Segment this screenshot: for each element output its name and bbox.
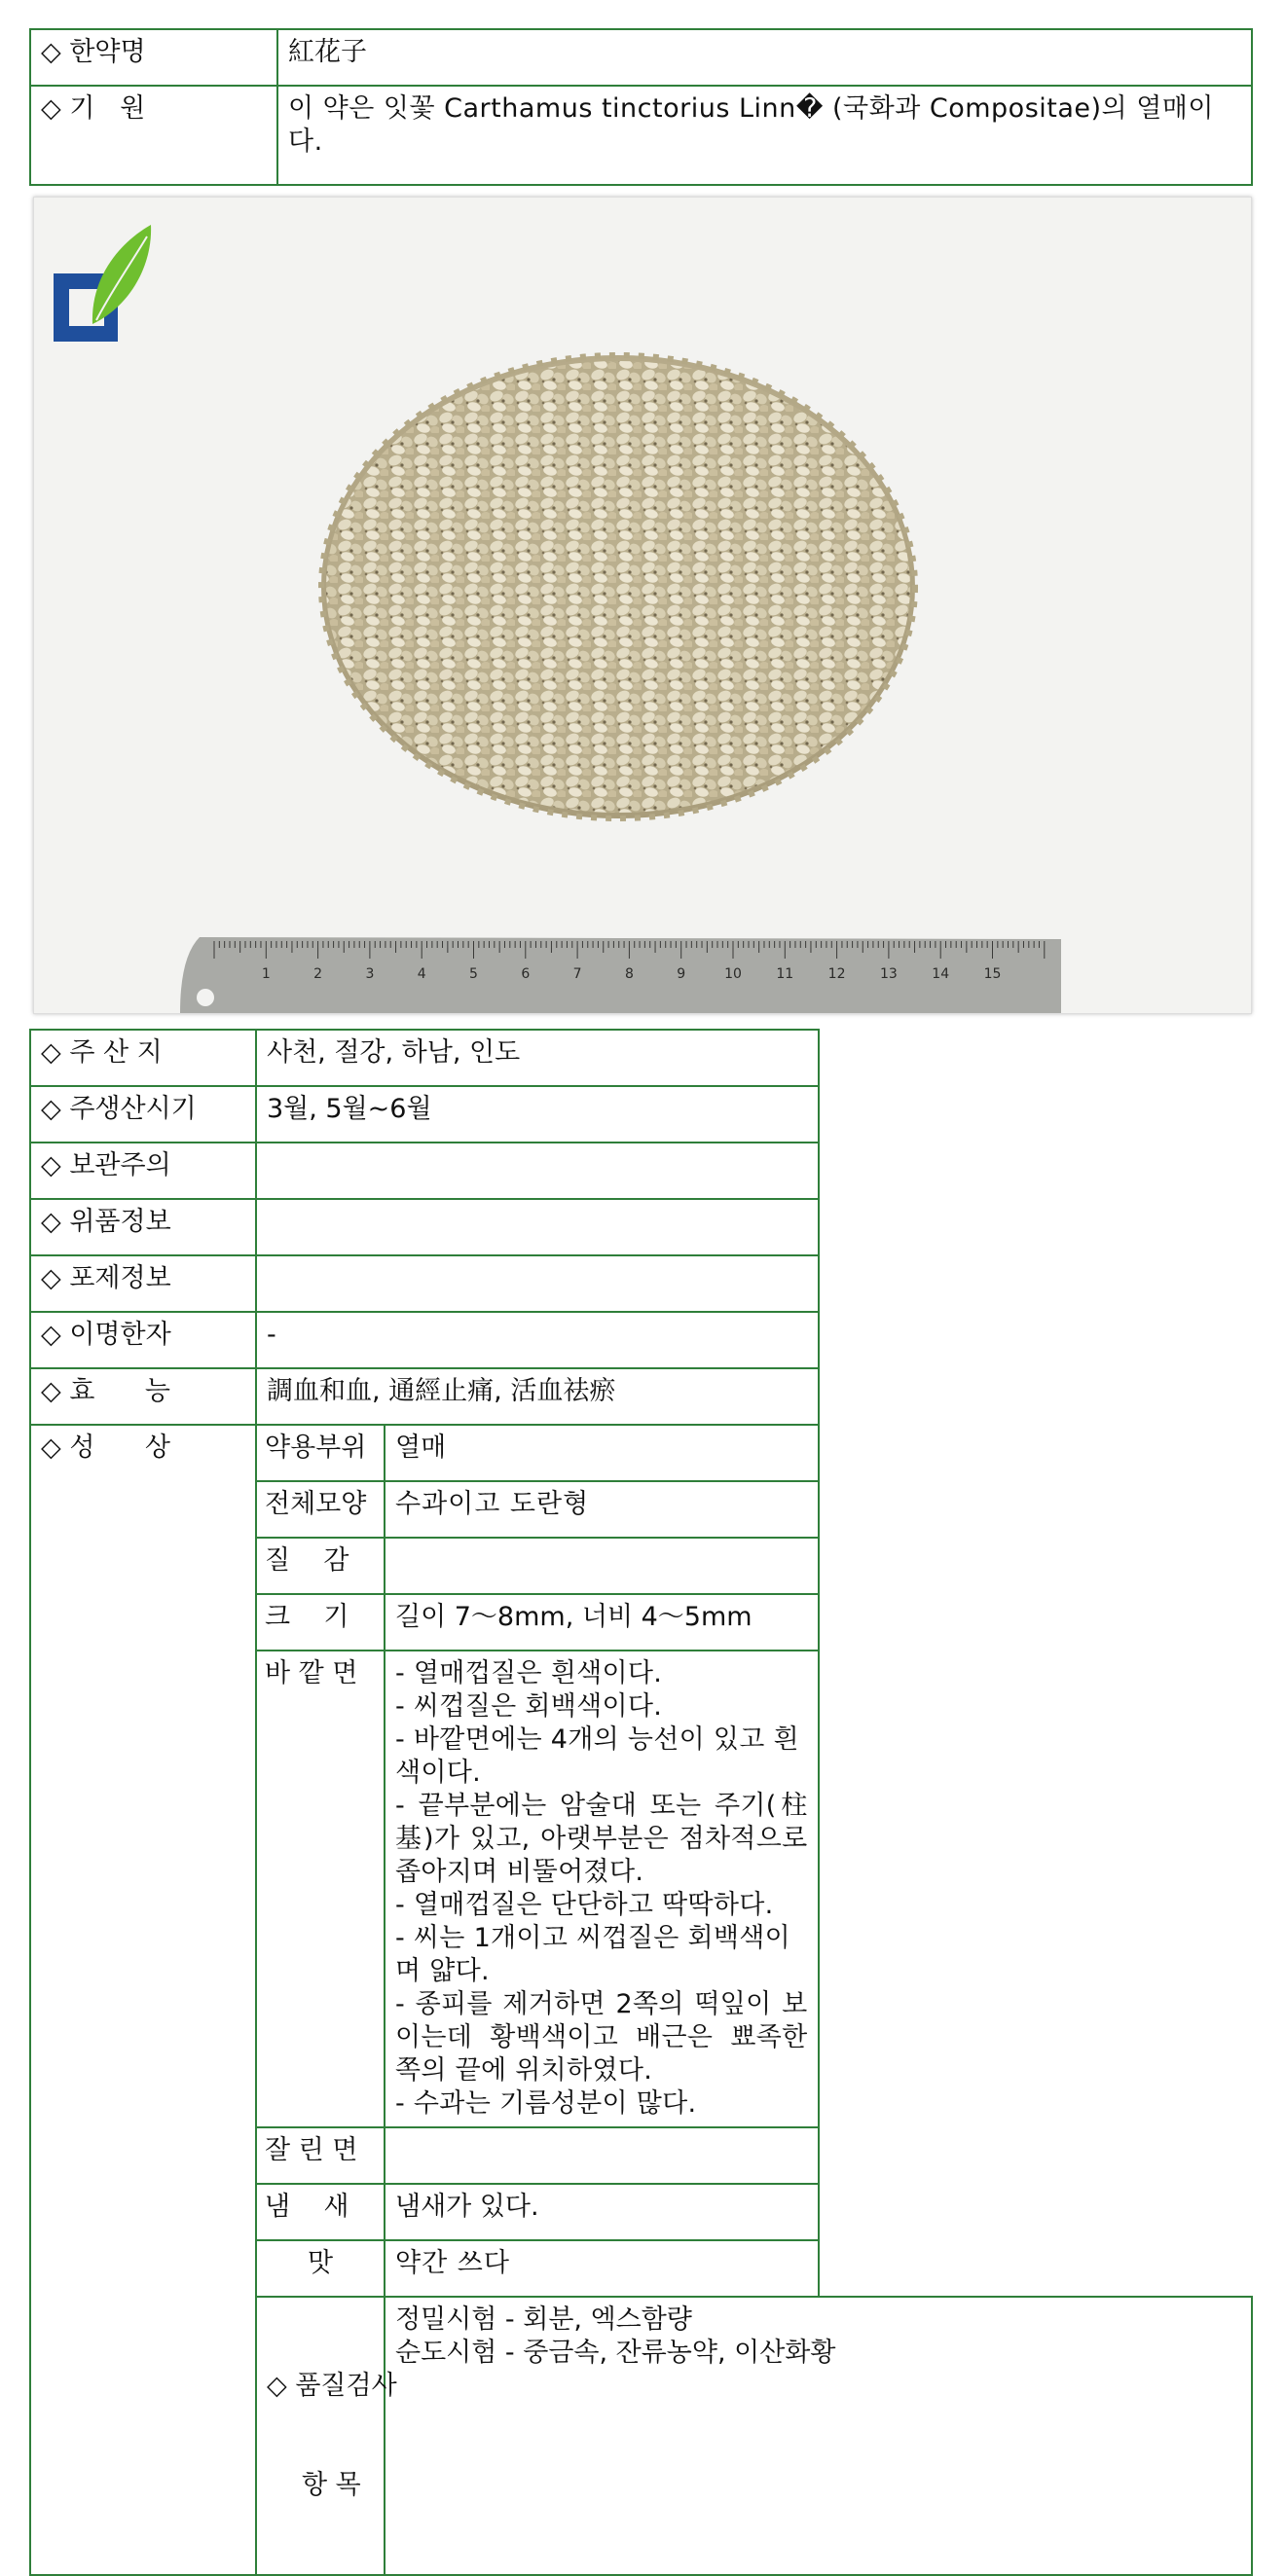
fake-row	[30, 1199, 1252, 1255]
trait-surface-label: 바 깥 면	[256, 1651, 385, 2127]
processing-label: ◇ 포제정보	[30, 1255, 256, 1312]
info-table	[29, 1029, 1253, 2576]
quality-line2: 순도시험 - 중금속, 잔류농약, 이산화황	[395, 2338, 836, 2368]
trait-part-label: 약용부위	[256, 1425, 385, 1481]
quality-label-line2: 항 목	[302, 2470, 361, 2500]
name-value: 紅花子	[277, 29, 1252, 86]
storage-label: ◇ 보관주의	[30, 1143, 256, 1199]
fake-value	[256, 1199, 819, 1255]
alias-value: -	[256, 1312, 819, 1368]
season-label: ◇ 주생산시기	[30, 1086, 256, 1143]
trait-size-value: 길이 7～8mm, 너비 4～5mm	[385, 1594, 819, 1651]
season-row	[30, 1086, 1252, 1143]
ruler-number: 10	[724, 966, 742, 982]
trait-texture-label: 질 감	[256, 1538, 385, 1594]
quality-label-line1: ◇ 품질검사	[267, 2371, 397, 2401]
trait-smell-label: 냄 새	[256, 2184, 385, 2240]
alias-row	[30, 1312, 1252, 1368]
trait-texture-value	[385, 1538, 819, 1594]
ruler-number: 7	[572, 966, 582, 982]
surface-line: - 열매껍질은 흰색이다.	[395, 1658, 663, 1688]
surface-line: - 씨는 1개이고 씨껍질은 회백색이며 얇다.	[395, 1923, 791, 1986]
surface-line: - 바깥면에는 4개의 능선이 있고 흰색이다.	[395, 1724, 799, 1788]
ruler-number: 1	[261, 966, 271, 982]
origin-row	[30, 86, 1252, 185]
season-value: 3월, 5월~6월	[256, 1086, 819, 1143]
surface-line: - 끝부분에는 암술대 또는 주기(柱基)가 있고, 아랫부분은 점차적으로 좁아지며 비뚤어졌다.	[395, 1791, 808, 1887]
area-label: ◇ 주 산 지	[30, 1030, 256, 1086]
ruler-number: 3	[365, 966, 375, 982]
seed-pile	[321, 355, 915, 818]
trait-shape-value: 수과이고 도란형	[385, 1481, 819, 1538]
trait-cut-value	[385, 2127, 819, 2184]
ruler-number: 11	[776, 966, 794, 982]
trait-shape-label: 전체모양	[256, 1481, 385, 1538]
ruler-number: 12	[827, 966, 846, 982]
alias-label: ◇ 이명한자	[30, 1312, 256, 1368]
surface-line: - 수과는 기름성분이 많다.	[395, 2088, 697, 2119]
area-value: 사천, 절강, 하남, 인도	[256, 1030, 819, 1086]
ruler-number: 15	[983, 966, 1002, 982]
origin-label: ◇ 기 원	[30, 86, 277, 185]
ruler-number: 4	[417, 966, 426, 982]
ruler	[180, 937, 1061, 1013]
processing-row	[30, 1255, 1252, 1312]
trait-taste-label: 맛	[256, 2240, 385, 2297]
ruler-number: 13	[879, 966, 898, 982]
area-row	[30, 1030, 1252, 1086]
surface-line: - 열매껍질은 단단하고 딱딱하다.	[395, 1890, 774, 1920]
effect-row	[30, 1368, 1252, 1425]
trait-surface-value	[385, 1651, 819, 2127]
ruler-number: 6	[521, 966, 531, 982]
trait-cut-label: 잘 린 면	[256, 2127, 385, 2184]
storage-value	[256, 1143, 819, 1199]
ruler-number: 9	[677, 966, 686, 982]
logo-icon	[54, 225, 151, 342]
surface-line: - 씨껍질은 회백색이다.	[395, 1691, 663, 1722]
trait-taste-value: 약간 쓰다	[385, 2240, 819, 2297]
seed-photo-svg	[34, 198, 1251, 1013]
effect-label: ◇ 효 능	[30, 1368, 256, 1425]
surface-line: - 종피를 제거하면 2쪽의 떡잎이 보이는데 황백색이고 배근은 뾰족한 쪽의 끝에 위치하였다.	[395, 1989, 808, 2086]
fake-label: ◇ 위품정보	[30, 1199, 256, 1255]
origin-value: 이 약은 잇꽃 Carthamus tinctorius Linn� (국화과 Compositae)의 열매이다.	[277, 86, 1252, 185]
name-label: ◇ 한약명	[30, 29, 277, 86]
effect-value: 調血和血, 通經止痛, 活血祛瘀	[256, 1368, 819, 1425]
quality-value	[385, 2297, 1252, 2575]
seed-photo	[33, 197, 1252, 1014]
header-table	[29, 28, 1253, 186]
trait-part-value: 열매	[385, 1425, 819, 1481]
ruler-number: 14	[932, 966, 950, 982]
quality-label	[256, 2297, 397, 2575]
traits-label: ◇ 성 상	[30, 1425, 256, 2575]
trait-row	[30, 1425, 1252, 1481]
processing-value	[256, 1255, 819, 1312]
ruler-number: 2	[313, 966, 323, 982]
ruler-number: 5	[469, 966, 478, 982]
name-row	[30, 29, 1252, 86]
trait-size-label: 크 기	[256, 1594, 385, 1651]
storage-row	[30, 1143, 1252, 1199]
quality-line1: 정밀시험 - 회분, 엑스함량	[395, 2304, 692, 2335]
ruler-number: 8	[624, 966, 634, 982]
trait-smell-value: 냄새가 있다.	[385, 2184, 819, 2240]
